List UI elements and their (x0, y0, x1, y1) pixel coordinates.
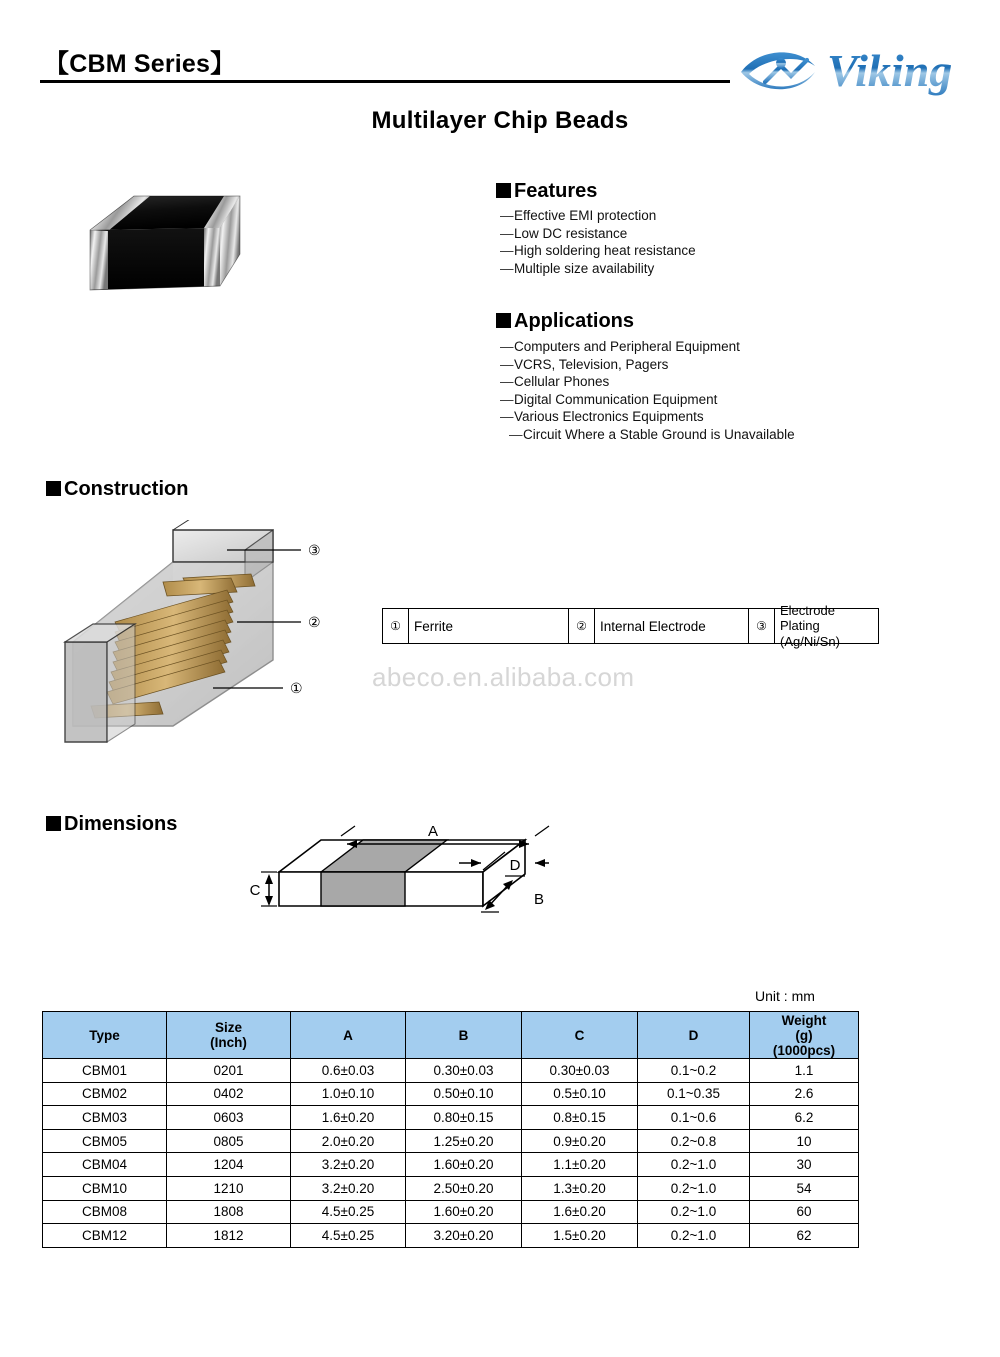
construction-heading: Construction (46, 478, 188, 501)
features-heading: Features (496, 180, 597, 203)
list-item: —VCRS, Television, Pagers (500, 356, 669, 372)
table-cell: 2.50±0.20 (406, 1176, 522, 1200)
table-cell: 0.2~1.0 (638, 1176, 750, 1200)
legend-cell-2 (568, 609, 748, 643)
legend-cell-1 (383, 609, 568, 643)
logo-wordmark: Viking (827, 45, 953, 96)
list-item: —Multiple size availability (500, 260, 655, 276)
table-cell: 4.5±0.25 (291, 1224, 406, 1248)
column-header-d: D (638, 1012, 750, 1059)
table-row (43, 1224, 859, 1248)
table-cell: 1.25±0.20 (406, 1129, 522, 1153)
table-row (43, 1059, 859, 1083)
table-cell: 0402 (167, 1082, 291, 1106)
list-item: —Low DC resistance (500, 225, 628, 241)
column-header-a: A (291, 1012, 406, 1059)
table-cell: 54 (750, 1176, 859, 1200)
legend-label: Internal Electrode (600, 618, 706, 634)
table-cell: CBM08 (43, 1200, 167, 1224)
table-cell: 0.1~0.35 (638, 1082, 750, 1106)
table-row (43, 1153, 859, 1177)
legend-number: ② (569, 609, 595, 643)
table-cell: 1.3±0.20 (522, 1176, 638, 1200)
dimensions-heading: Dimensions (46, 813, 177, 836)
chip-bead-photo (72, 182, 272, 317)
legend-cell-3 (748, 602, 878, 649)
table-cell: 1812 (167, 1224, 291, 1248)
table-cell: 0.8±0.15 (522, 1106, 638, 1130)
table-cell: 1.1±0.20 (522, 1153, 638, 1177)
unit-label: Unit : mm (755, 988, 815, 1004)
table-cell: 6.2 (750, 1106, 859, 1130)
table-cell: 0.50±0.10 (406, 1082, 522, 1106)
table-cell: 1204 (167, 1153, 291, 1177)
dim-label-c: C (249, 882, 261, 899)
table-cell: 0.6±0.03 (291, 1059, 406, 1083)
bullet-square-icon (46, 481, 61, 496)
table-cell: CBM02 (43, 1082, 167, 1106)
table-cell: 1210 (167, 1176, 291, 1200)
construction-diagram (55, 520, 385, 752)
viking-eye-icon (741, 52, 815, 89)
column-header-type: Type (43, 1012, 167, 1059)
legend-number: ③ (749, 609, 775, 643)
bullet-square-icon (496, 313, 511, 328)
table-cell: 3.20±0.20 (406, 1224, 522, 1248)
list-item: —Effective EMI protection (500, 208, 657, 223)
table-row (43, 1082, 859, 1106)
table-cell: 4.5±0.25 (291, 1200, 406, 1224)
list-item: —High soldering heat resistance (500, 243, 696, 259)
table-cell: 0805 (167, 1129, 291, 1153)
table-header-row (43, 1012, 859, 1059)
table-cell: 2.6 (750, 1082, 859, 1106)
table-cell: CBM01 (43, 1059, 167, 1083)
table-cell: 0603 (167, 1106, 291, 1130)
table-cell: CBM12 (43, 1224, 167, 1248)
table-cell: CBM03 (43, 1106, 167, 1130)
table-cell: 0.30±0.03 (406, 1059, 522, 1083)
table-cell: 1.0±0.10 (291, 1082, 406, 1106)
table-row (43, 1129, 859, 1153)
table-cell: 0.2~1.0 (638, 1224, 750, 1248)
column-header-b: B (406, 1012, 522, 1059)
table-cell: 0.1~0.6 (638, 1106, 750, 1130)
table-cell: CBM05 (43, 1129, 167, 1153)
table-cell: 1.1 (750, 1059, 859, 1083)
table-cell: 60 (750, 1200, 859, 1224)
list-item: —Circuit Where a Stable Ground is Unavailable (509, 426, 795, 442)
table-row (43, 1106, 859, 1130)
table-cell: CBM04 (43, 1153, 167, 1177)
table-body (43, 1059, 859, 1248)
dim-label-d: D (509, 857, 521, 874)
table-cell: 0.2~1.0 (638, 1153, 750, 1177)
series-title: 【CBM Series】 (44, 50, 236, 78)
table-cell: 0.2~0.8 (638, 1129, 750, 1153)
header-rule (40, 80, 730, 83)
table-cell: 0201 (167, 1059, 291, 1083)
bullet-square-icon (46, 816, 61, 831)
legend-label: Electrode Plating (Ag/Ni/Sn) (780, 602, 840, 649)
dim-label-a: A (427, 823, 439, 840)
construction-callout-1: ① (290, 680, 303, 696)
list-item: —Computers and Peripheral Equipment (500, 339, 740, 354)
table-row (43, 1176, 859, 1200)
table-cell: CBM10 (43, 1176, 167, 1200)
list-item: —Cellular Phones (500, 374, 610, 390)
dimensions-table (42, 1011, 859, 1248)
column-header-weight: Weight (g) (1000pcs) (750, 1012, 859, 1059)
column-header-size: Size (Inch) (167, 1012, 291, 1059)
legend-label: Ferrite (414, 618, 454, 634)
table-cell: 0.2~1.0 (638, 1200, 750, 1224)
construction-legend-table (382, 602, 879, 649)
table-cell: 1808 (167, 1200, 291, 1224)
table-cell: 0.80±0.15 (406, 1106, 522, 1130)
applications-heading: Applications (496, 310, 634, 333)
table-cell: 2.0±0.20 (291, 1129, 406, 1153)
table-cell: 1.6±0.20 (291, 1106, 406, 1130)
table-cell: 1.60±0.20 (406, 1153, 522, 1177)
table-row (43, 1200, 859, 1224)
viking-logo (735, 40, 960, 102)
table-cell: 1.6±0.20 (522, 1200, 638, 1224)
page-title: Multilayer Chip Beads (371, 107, 629, 134)
table-cell: 62 (750, 1224, 859, 1248)
table-cell: 1.60±0.20 (406, 1200, 522, 1224)
column-header-c: C (522, 1012, 638, 1059)
construction-callout-2: ② (308, 614, 321, 630)
table-cell: 0.30±0.03 (522, 1059, 638, 1083)
construction-callout-3: ③ (308, 542, 321, 558)
table-cell: 0.5±0.10 (522, 1082, 638, 1106)
dim-label-b: B (533, 891, 545, 908)
table-cell: 30 (750, 1153, 859, 1177)
bullet-square-icon (496, 183, 511, 198)
table-cell: 1.5±0.20 (522, 1224, 638, 1248)
applications-list (500, 338, 795, 444)
dimension-drawing (243, 822, 573, 957)
legend-number: ① (383, 609, 409, 643)
table-cell: 10 (750, 1129, 859, 1153)
watermark: abeco.en.alibaba.com (372, 662, 635, 692)
list-item: —Various Electronics Equipments (500, 409, 704, 425)
table-cell: 3.2±0.20 (291, 1176, 406, 1200)
features-list (500, 207, 696, 277)
table-cell: 0.9±0.20 (522, 1129, 638, 1153)
list-item: —Digital Communication Equipment (500, 391, 718, 407)
table-cell: 0.1~0.2 (638, 1059, 750, 1083)
electrode-plating-left (65, 624, 135, 742)
table-cell: 3.2±0.20 (291, 1153, 406, 1177)
